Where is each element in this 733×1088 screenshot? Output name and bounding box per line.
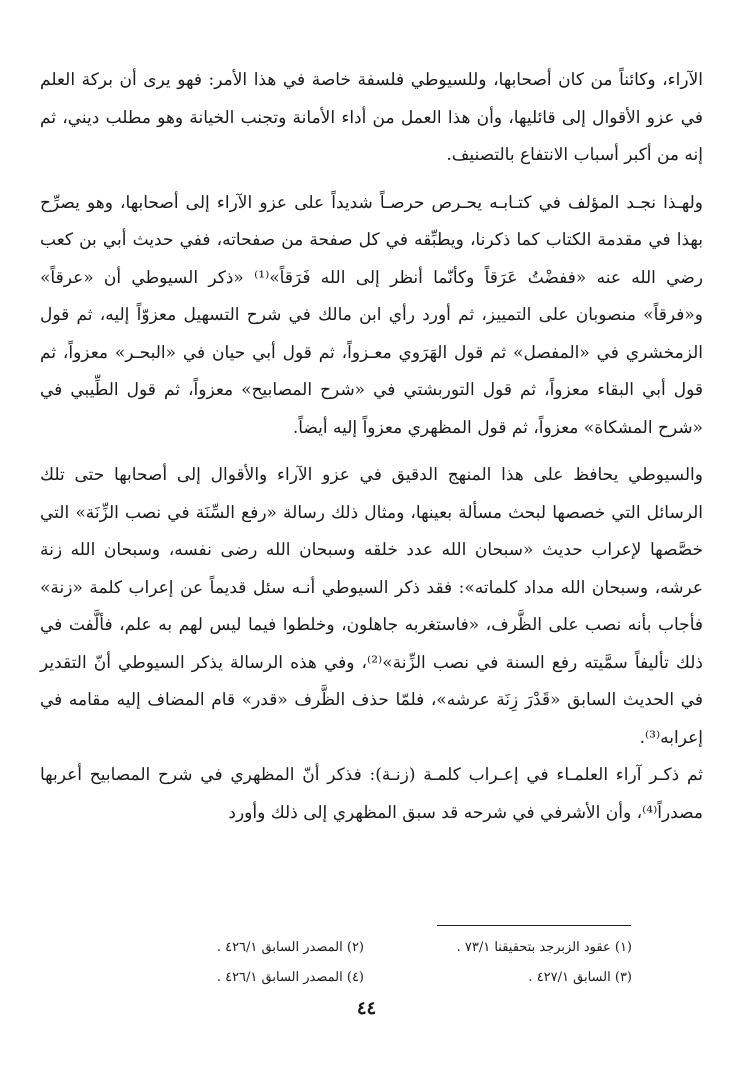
paragraph: ولهـذا نجـد المؤلف في كتـابـه يحـرص حرصـاً شديداً على عزو الآراء إلى أصحابها، وهو يصرِّح بهذا في مقدمة الكتاب كما ذكرنا، ويطبِّقه في كل صفحة من صفحاته، ففي حديث أبي بن كعب رضي الله عنه «ففضْتُ عَرَقاً وكأنّما أنظر إلى الله فَرَقاً»⁽¹⁾ «ذكر السيوطي أن «عرقاً» و«فرقاً» منصوبان على التمييز، ثم أورد رأي ابن مالك في شرح التسهيل معزوّاً إليه، ثم قول الزمخشري في «المفصل» ثم قول الهَرَوي معـزواً، ثم قول أبي حيان في «البحـر» معزواً، ثم قول أبي البقاء معزواً، ثم قول التوربشتي في «شرح المصابيح» معزواً، ثم قول الطِّيبي في «شرح المشكاة» معزواً، ثم قول المظهري معزواً إليه أيضاً. — [40, 192, 704, 438]
body-text — [40, 62, 703, 832]
footnote-3: (٣) السابق ٤٢٧/١ . — [528, 970, 632, 985]
page-number: ٤٤ — [356, 998, 377, 1019]
footnote-2: (٢) المصدر السابق ٤٢٦/١ . — [216, 940, 364, 955]
footnote-divider — [437, 925, 631, 926]
paragraph: ثم ذكـر آراء العلمـاء في إعـراب كلمـة (زنـة): فذكر أنّ المظهري في شرح المصابيح أعربها مصدراً⁽⁴⁾، وأن الأشرفي في شرحه قد سبق المظهري إلى ذلك وأورد — [40, 765, 703, 823]
footnote-1: (١) عقود الزبرجد بتحقيقنا ٧٣/١ . — [456, 940, 632, 955]
paragraph: والسيوطي يحافظ على هذا المنهج الدقيق في عزو الآراء والأقوال إلى أصحابها حتى تلك الرسائل التي خصصها لبحث مسألة بعينها، ومثال ذلك رسالة «رفع السِّنَة في نصب الزِّنَة» التي خصَّصها لإعراب حديث «سبحان الله عدد خلقه وسبحان الله رضى نفسه، وسبحان الله زنة عرشه، وسبحان الله مداد كلماته»: فقد ذكر السيوطي أنـه سئل قديماً عن إعراب كلمة «زنة» فأجاب بأنه نصب على الظَّرف، «فاستغربه جاهلون، وخلطوا فيما ليس لهم به علم، فألَّفت في ذلك تأليفاً سمَّيته رفع السنة في نصب الزِّنة»⁽²⁾، وفي هذه الرسالة يذكر السيوطي أنّ التقدير في الحديث السابق «قَدْرَ زِنَة عرشه»، فلمّا حذف الظَّرف «قدر» قام المضاف إليه مقامه في إعرابه⁽³⁾. — [40, 465, 703, 748]
footnotes — [110, 933, 632, 993]
paragraph: الآراء، وكائناً من كان أصحابها، وللسيوطي فلسفة خاصة في هذا الأمر: فهو يرى أن بركة العلم في عزو الأقوال إلى قائليها، وأن هذا العمل من أداء الأمانة وتجنب الخيانة وهو مطلب ديني، ثم إنه من أكبر أسباب الانتفاع بالتصنيف. — [40, 70, 703, 165]
footnote-4: (٤) المصدر السابق ٤٢٦/١ . — [216, 970, 364, 985]
